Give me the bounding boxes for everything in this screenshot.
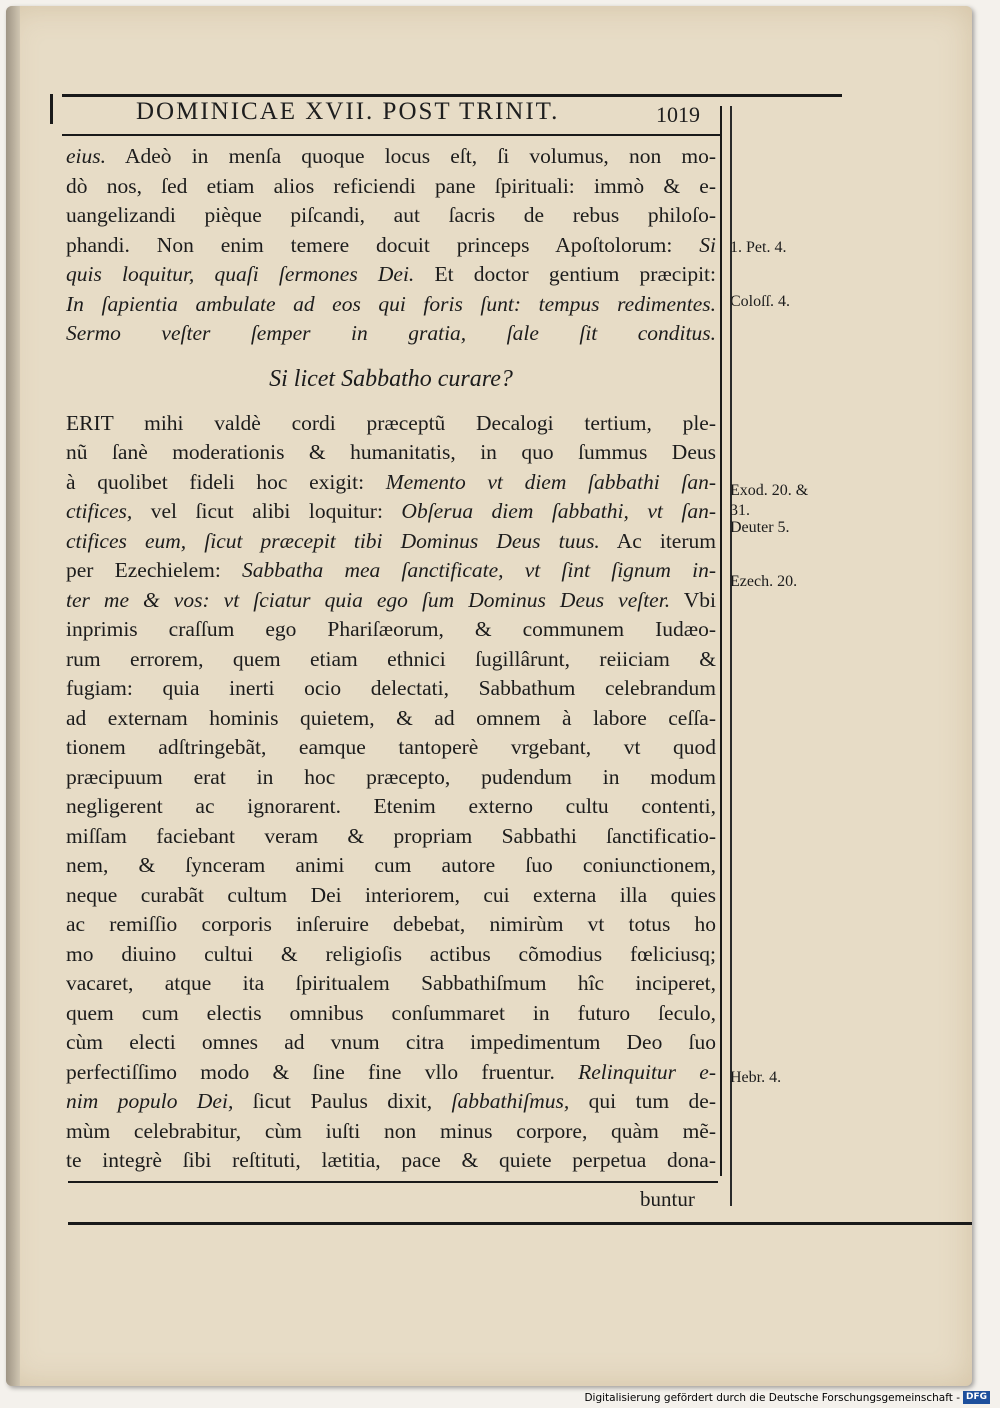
text-line bbox=[66, 674, 716, 704]
text-run: miſſam faciebant veram & propriam Sabbathi ſanctificatio- bbox=[66, 823, 716, 848]
text-run: per Ezechielem: bbox=[66, 558, 243, 582]
text-line bbox=[66, 586, 716, 616]
text-run: Adeò in menſa quoque locus eſt, ſi volumus, non mo- bbox=[106, 144, 716, 168]
paragraph-1 bbox=[66, 142, 716, 349]
credit-text: Digitalisierung gefördert durch die Deutsche Forschungsgemeinschaft - bbox=[584, 1391, 960, 1404]
italic-text-run: eius. bbox=[66, 144, 107, 168]
text-run: quem cum electis omnibus conſummaret in futuro ſeculo, bbox=[66, 1000, 716, 1025]
text-line bbox=[66, 556, 716, 586]
header-left-mark bbox=[50, 94, 53, 124]
margin-note-1-pet: 1. Pet. 4. bbox=[730, 239, 787, 256]
text-run: nem, & ſynceram animi cum autore ſuo coniunctionem, bbox=[66, 853, 716, 877]
text-run: uangelizandi pièque piſcandi, aut ſacris de rebus philoſo- bbox=[66, 203, 716, 227]
text-run: vacaret, atque ita ſpiritualem Sabbathiſmum hîc inciperet, bbox=[66, 971, 716, 995]
text-line bbox=[66, 615, 716, 645]
text-line bbox=[66, 969, 716, 999]
folio-number: 1019 bbox=[656, 102, 700, 127]
text-line bbox=[66, 497, 716, 527]
text-run: phandi. Non enim temere docuit princeps Apoſtolorum: bbox=[66, 232, 700, 257]
text-run: nũ ſanè moderationis & humanitatis, in quo ſummus Deus bbox=[66, 440, 716, 464]
text-run: à quolibet fideli hoc exigit: bbox=[66, 469, 386, 494]
text-run: ERIT mihi valdè cordi præceptũ Decalogi tertium, ple- bbox=[66, 410, 716, 435]
text-line bbox=[66, 1028, 716, 1058]
text-line bbox=[66, 1146, 716, 1176]
text-run: mùm celebrabitur, cùm iuſti non minus corpore, quàm mẽ- bbox=[66, 1118, 716, 1143]
italic-text-run: Sermo veſter ſemper in gratia, ſale ſit conditus. bbox=[66, 321, 716, 345]
italic-text-run: Si bbox=[699, 232, 716, 257]
text-line bbox=[66, 409, 716, 439]
page-bottom-rule bbox=[68, 1222, 972, 1225]
header-under-rule bbox=[62, 134, 722, 136]
text-run: ſicut Paulus dixit, bbox=[233, 1089, 452, 1113]
text-line bbox=[66, 142, 716, 172]
text-run: te integrè ſibi reſtituti, lætitia, pace & quiete perpetua dona- bbox=[66, 1148, 716, 1172]
outer-margin-rule bbox=[730, 106, 732, 1206]
margin-note-exod-31: 31. bbox=[730, 502, 750, 519]
running-head: DOMINICAE XVII. POST TRINIT. bbox=[136, 98, 560, 125]
italic-text-run: ctifices eum, ſicut præcepit tibi Dominus Deus tuus. bbox=[66, 528, 600, 553]
text-run: Vbi bbox=[670, 587, 716, 612]
text-line bbox=[66, 910, 716, 940]
text-run: perfectiſſimo modo & ſine fine vllo fruentur. bbox=[66, 1059, 579, 1084]
text-run: præcipuum erat in hoc præcepto, pudendum in modum bbox=[66, 764, 716, 789]
text-run: dò nos, ſed etiam alios reficiendi pane ſpirituali: immò & e- bbox=[66, 173, 716, 198]
text-run: negligerent ac ignorarent. Etenim externo cultu contenti, bbox=[66, 794, 716, 818]
text-line bbox=[66, 201, 716, 231]
margin-note-exod: Exod. 20. & bbox=[730, 482, 809, 499]
text-line bbox=[66, 1058, 716, 1088]
italic-text-run: Sabbatha mea ſanctificate, vt ſint ſignum in- bbox=[242, 558, 716, 582]
text-line bbox=[66, 319, 716, 349]
text-run: inprimis craſſum ego Phariſæorum, & communem Iudæo- bbox=[66, 617, 716, 641]
header-rule bbox=[62, 94, 842, 97]
text-run: fugiam: quia inerti ocio delectati, Sabbathum celebrandum bbox=[66, 676, 716, 700]
italic-text-run: quis loquitur, quaſi ſermones Dei. bbox=[66, 262, 415, 286]
text-line bbox=[66, 704, 716, 734]
italic-text-run: Memento vt diem ſabbathi ſan- bbox=[385, 469, 717, 494]
italic-text-run: ſabbathiſmus, bbox=[451, 1089, 570, 1113]
catchword: buntur bbox=[640, 1187, 695, 1211]
text-line bbox=[66, 468, 716, 498]
italic-text-run: In ſapientia ambulate ad eos qui foris ſunt: tempus redimentes. bbox=[66, 291, 716, 316]
text-line bbox=[66, 822, 716, 852]
dfg-logo-icon: DFG bbox=[963, 1391, 990, 1404]
text-run: Ac iterum bbox=[599, 528, 716, 553]
text-line bbox=[66, 792, 716, 822]
text-line bbox=[66, 438, 716, 468]
margin-note-coloss: Coloſſ. 4. bbox=[730, 293, 791, 310]
text-line bbox=[66, 527, 716, 557]
text-line bbox=[66, 940, 716, 970]
text-run: ac remiſſio corporis inſeruire debebat, nimirùm vt totus ho bbox=[66, 912, 716, 936]
paragraph-2 bbox=[66, 409, 716, 1176]
text-line bbox=[66, 851, 716, 881]
text-run: tionem adſtringebãt, eamque tantoperè vrgebant, vt quod bbox=[66, 735, 716, 759]
text-run: neque curabãt cultum Dei interiorem, cui externa illa quies bbox=[66, 882, 716, 907]
text-line bbox=[66, 1087, 716, 1117]
text-run: rum errorem, quem etiam ethnici ſugillârunt, reiiciam & bbox=[66, 646, 716, 671]
italic-text-run: Relinquitur e- bbox=[578, 1059, 717, 1084]
main-text-block bbox=[66, 142, 716, 1176]
text-run: mo diuino cultui & religioſis actibus cõmodius fœliciusq; bbox=[66, 941, 716, 966]
text-line bbox=[66, 645, 716, 675]
italic-text-run: ctifices, bbox=[66, 499, 133, 523]
text-bottom-rule bbox=[68, 1181, 718, 1183]
margin-note-hebr: Hebr. 4. bbox=[730, 1069, 782, 1086]
margin-note-deuter: Deuter 5. bbox=[730, 519, 790, 536]
text-line bbox=[66, 290, 716, 320]
text-run: Et doctor gentium præcipit: bbox=[414, 262, 716, 286]
margin-note-ezech: Ezech. 20. bbox=[730, 573, 798, 590]
book-page bbox=[6, 6, 972, 1386]
text-run: vel ſicut alibi loquitur: bbox=[132, 499, 402, 523]
text-line bbox=[66, 763, 716, 793]
digitization-credit bbox=[584, 1391, 990, 1404]
text-line bbox=[66, 999, 716, 1029]
text-line bbox=[66, 231, 716, 261]
page-spine-shadow bbox=[6, 6, 20, 1386]
italic-text-run: nim populo Dei, bbox=[66, 1089, 234, 1113]
text-line bbox=[66, 881, 716, 911]
text-run: qui tum de- bbox=[569, 1089, 716, 1113]
text-line bbox=[66, 1117, 716, 1147]
text-line bbox=[66, 172, 716, 202]
column-rule bbox=[720, 106, 722, 1176]
text-run: ad externam hominis quietem, & ad omnem à labore ceſſa- bbox=[66, 705, 716, 730]
italic-text-run: Obſerua diem ſabbathi, vt ſan- bbox=[401, 499, 716, 523]
text-line bbox=[66, 260, 716, 290]
italic-text-run: ter me & vos: vt ſciatur quia ego ſum Dominus Deus veſter. bbox=[66, 587, 671, 612]
text-run: cùm electi omnes ad vnum citra impedimentum Deo ſuo bbox=[66, 1030, 716, 1054]
section-heading: Si licet Sabbatho curare? bbox=[269, 365, 513, 392]
text-line bbox=[66, 733, 716, 763]
